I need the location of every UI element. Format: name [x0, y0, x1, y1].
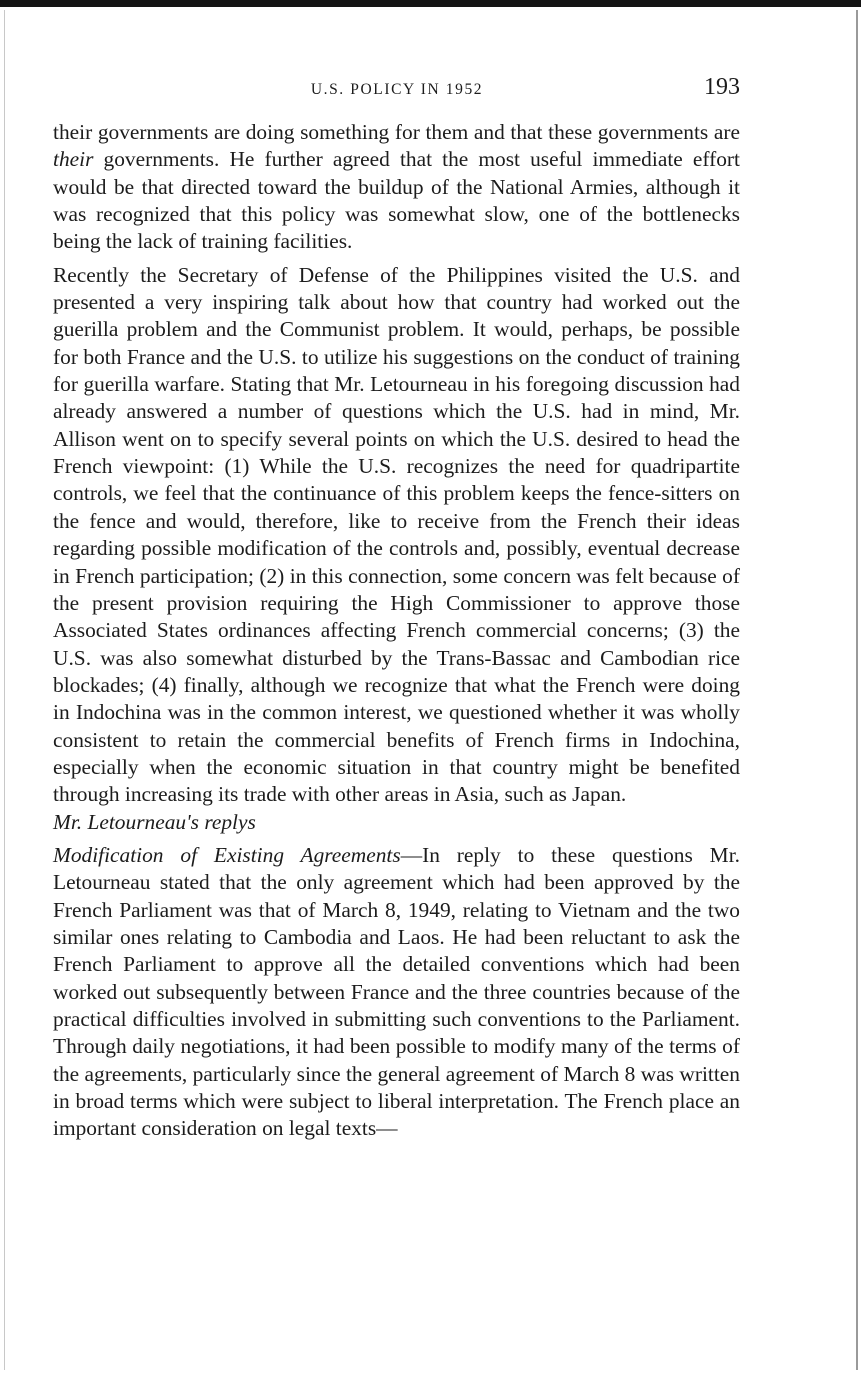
- left-page-edge: [4, 10, 5, 1370]
- paragraph-secretary-of-defense: [53, 262, 740, 809]
- paragraph-text: governments. He further agreed that the most useful immediate effort would be that directed toward the buildup of the National Armies, although it was recognized that this policy was somewhat slow, one of the bottlenecks being the lack of training facilities.: [53, 147, 740, 254]
- paragraph-text: —In reply to these questions Mr. Letourneau stated that the only agreement which had been approved by the French Parliament was that of March 8, 1949, relating to Vietnam and the two similar ones relating to Cambodia and Laos. He had been reluctant to ask the French Parliament to approve all the detailed conventions which had been worked out subsequently between France and the three countries because of the practical difficulties involved in submitting such conventions to the Parliament. Through daily negotiations, it had been possible to modify many of the terms of the agreements, particularly since the general agreement of March 8 was written in broad terms which were subject to liberal interpretation. The French place an important consideration on legal texts—: [53, 842, 740, 1141]
- top-scan-border: [0, 0, 861, 7]
- section-subheading: Mr. Letourneau's replys: [53, 809, 256, 834]
- emphasized-word: their: [53, 147, 94, 172]
- body-text: [53, 119, 740, 1143]
- running-header: [54, 74, 740, 104]
- page-number: 193: [704, 74, 740, 100]
- paragraph-modification-agreements: [53, 842, 740, 1143]
- running-title: U.S. POLICY IN 1952: [310, 81, 484, 98]
- right-page-edge: [856, 10, 858, 1370]
- paragraph-continued: [53, 119, 740, 256]
- paragraph-text: their governments are doing something for them and that these governments are: [53, 120, 740, 144]
- run-in-heading: Modification of Existing Agreements: [53, 842, 401, 867]
- paragraph-text: Recently the Secretary of Defense of the Philippines visited the U.S. and presented a very inspiring talk about how that country had worked out the guerilla problem and the Communist problem. It would, perhaps, be possible for both France and the U.S. to utilize his suggestions on the conduct of training for guerilla warfare. Stating that Mr. Letourneau in his foregoing discussion had already answered a number of questions which the U.S. had in mind, Mr. Allison went on to specify several points on which the U.S. desired to head the French viewpoint: (1) While the U.S. recognizes the need for quadripartite controls, we feel that the continuance of this problem keeps the fence-sitters on the fence and would, therefore, like to receive from the French their ideas regarding possible modification of the controls and, possibly, eventual decrease in French participation; (2) in this connection, some concern was felt because of the present provision requiring the High Commissioner to approve those Associated States ordinances affecting French commercial concerns; (3) the U.S. was also somewhat disturbed by the Trans-Bassac and Cambodian rice blockades; (4) finally, although we recognize that what the French were doing in Indochina was in the common interest, we questioned whether it was wholly consistent to retain the commercial benefits of French firms in Indochina, especially when the economic situation in that country might be benefited through increasing its trade with other areas in Asia, such as Japan.: [53, 262, 740, 807]
